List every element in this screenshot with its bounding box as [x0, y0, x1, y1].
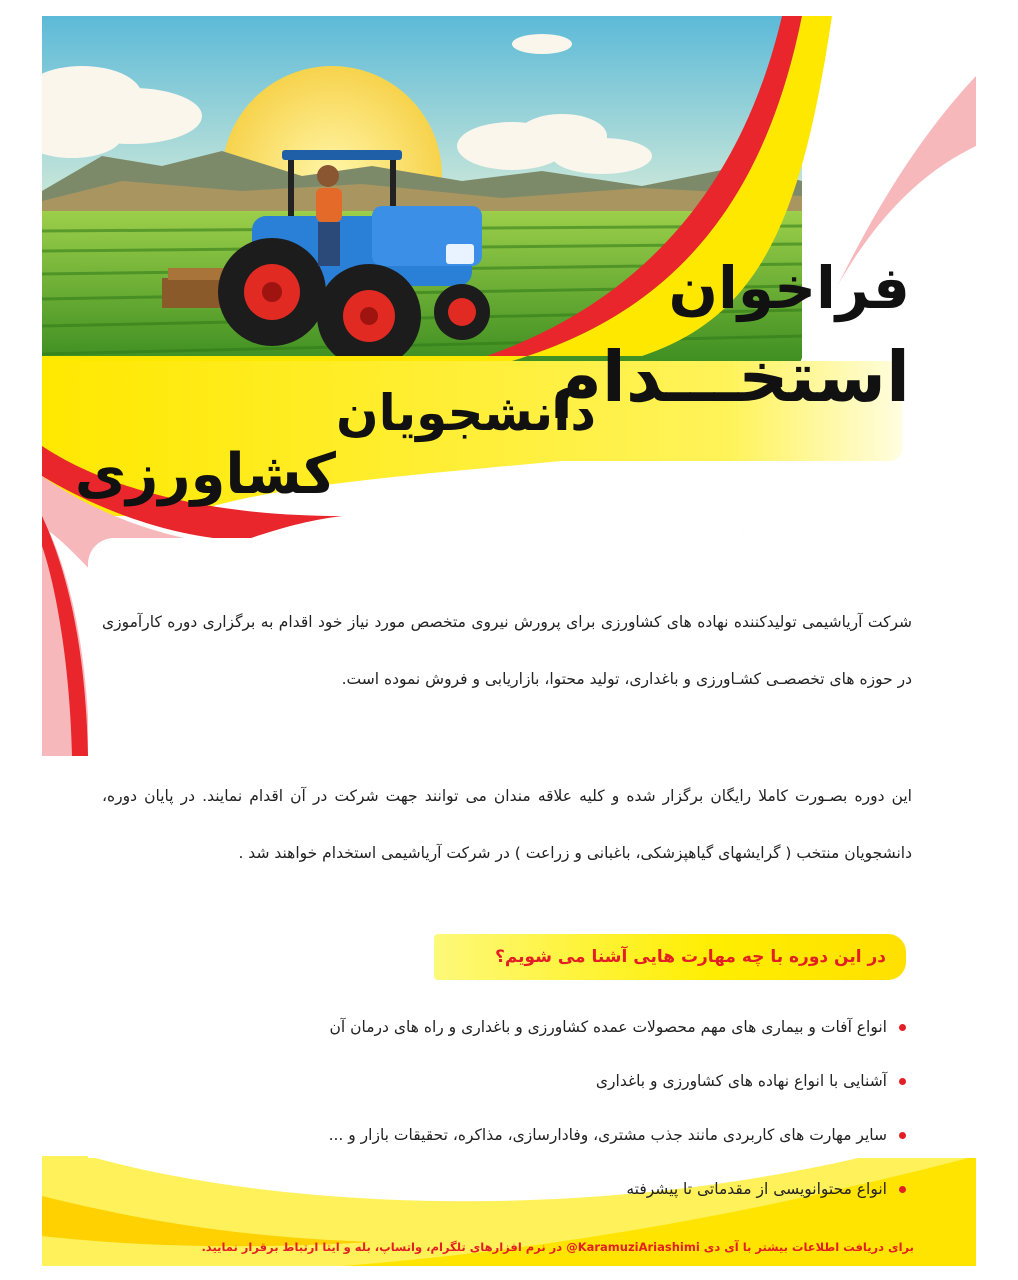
bullet-dot-icon — [899, 1186, 906, 1193]
skill-text: سایر مهارت های کاربردی مانند جذب مشتری، وفادارسازی، مذاکره، تحقیقات بازار و ... — [328, 1126, 887, 1144]
contact-note: برای دریافت اطلاعات بیشتر با آی دی KaramuziAriashimi@ در نرم افزارهای تلگرام، واتساپ، بله و ایتا ارتباط برقرار نمایید. — [201, 1240, 914, 1254]
intro-paragraph: شرکت آریاشیمی تولیدکننده نهاده های کشاورزی برای پرورش نیروی متخصص مورد نیاز خود اقدام به برگزاری دوره کارآموزی در حوزه های تخصصـی کشـاورزی و باغداری، تولید محتوا، بازاریابی و فروش نموده است. — [102, 613, 912, 688]
details-paragraph: این دوره بصـورت کاملا رایگان برگزار شده و کلیه علاقه مندان می توانند جهت شرکت در آن اقدام نمایند. در پایان دوره، دانشجویان منتخب ( گرایشهای گیاهپزشکی، باغبانی و زراعت ) در شرکت آریاشیمی استخدام خواهند شد . — [102, 787, 912, 862]
skill-text: آشنایی با انواع نهاده های کشاورزی و باغداری — [595, 1072, 887, 1090]
skill-text: انواع آفات و بیماری های مهم محصولات عمده کشاورزی و باغداری و راه های درمان آن — [329, 1018, 887, 1036]
list-item — [186, 1054, 906, 1108]
list-item — [186, 1000, 906, 1054]
bullet-dot-icon — [899, 1132, 906, 1139]
skill-text: انواع محتوانویسی از مقدماتی تا پیشرفته — [626, 1180, 887, 1198]
skills-banner — [434, 934, 906, 980]
skills-list — [186, 1000, 906, 1216]
list-item — [186, 1108, 906, 1162]
poster — [42, 16, 976, 1266]
bullet-dot-icon — [899, 1024, 906, 1031]
bullet-dot-icon — [899, 1078, 906, 1085]
title-agriculture: کشاورزی — [74, 442, 336, 507]
title-announcement: فراخوان — [668, 254, 910, 322]
title-employment: استخـــدام — [550, 336, 910, 418]
skills-title: در این دوره با چه مهارت هایی آشنا می شویم؟ — [494, 947, 886, 967]
list-item — [186, 1162, 906, 1216]
title-students: دانشجویان — [335, 384, 596, 442]
title-block — [42, 16, 976, 556]
